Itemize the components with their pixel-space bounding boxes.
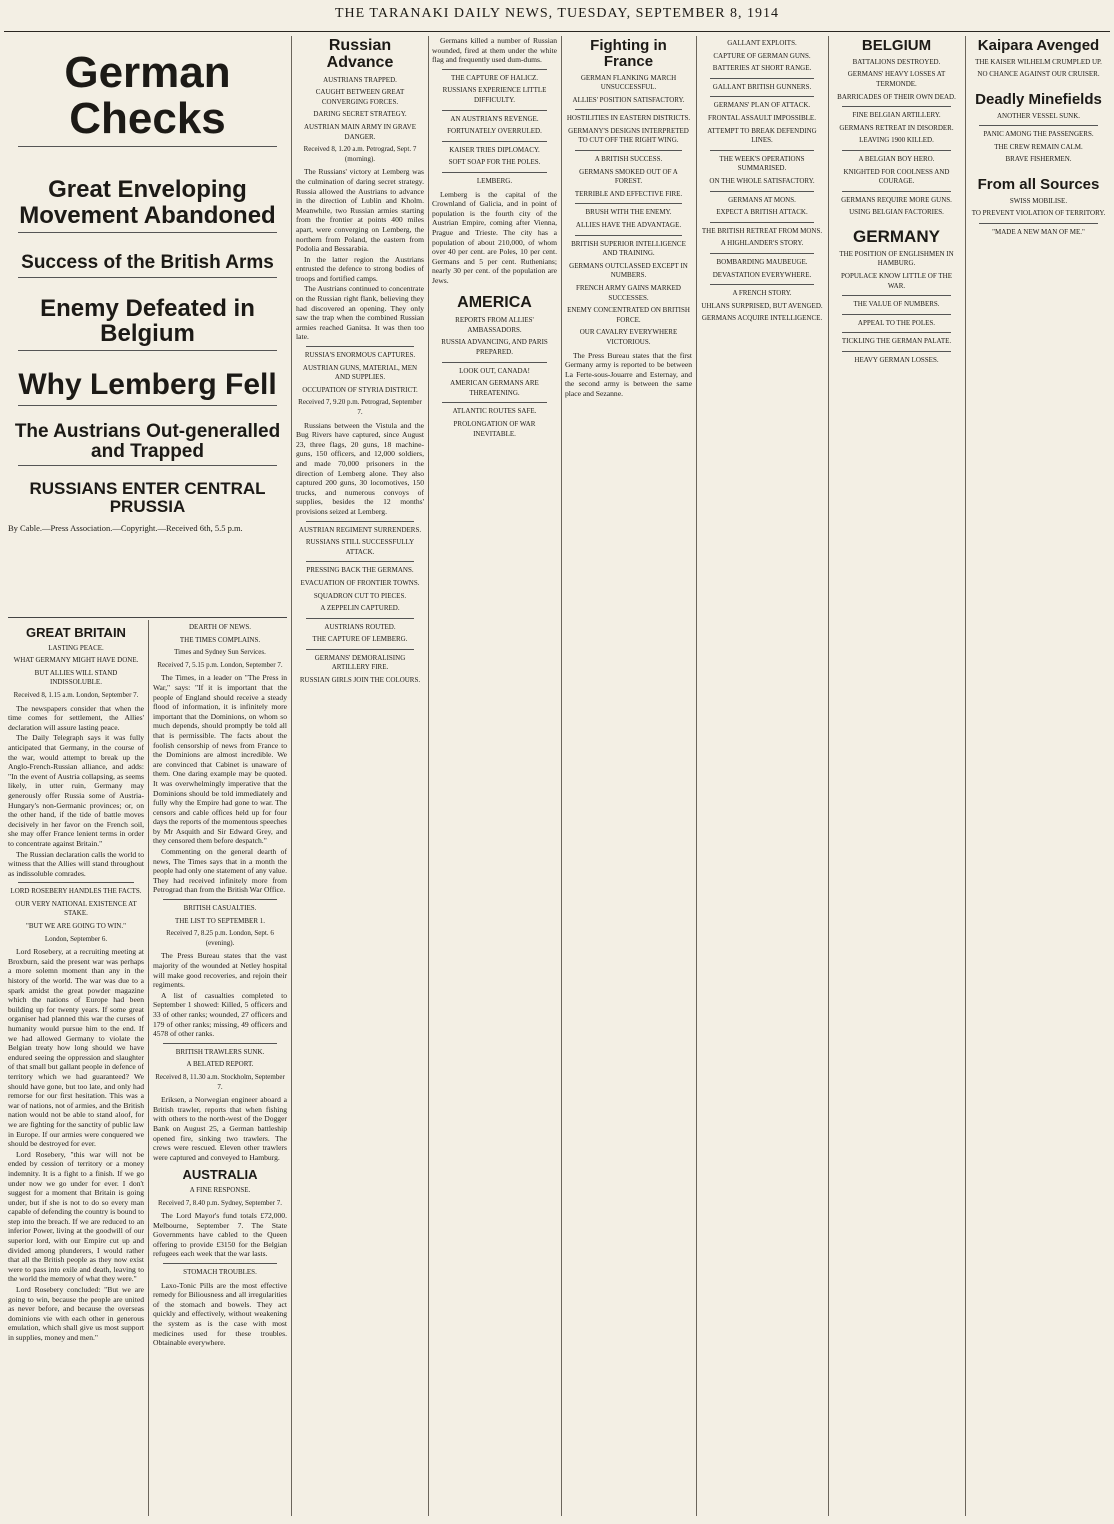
subhead: THE VALUE OF NUMBERS. xyxy=(853,300,940,309)
subhead: FRENCH ARMY GAINS MARKED SUCCESSES. xyxy=(576,284,681,302)
column-rule xyxy=(291,36,292,1516)
column-rule xyxy=(561,36,562,1516)
subhead: TERRIBLE AND EFFECTIVE FIRE. xyxy=(574,189,683,198)
subhead: OCCUPATION OF STYRIA DISTRICT. xyxy=(302,385,418,394)
subhead: EVACUATION OF FRONTIER TOWNS. xyxy=(300,578,420,587)
subhead: "BUT WE ARE GOING TO WIN." xyxy=(26,922,126,931)
subhead: BRITISH CASUALTIES. xyxy=(183,904,257,913)
section-from-all-sources: From all Sources xyxy=(977,176,1100,194)
subhead: STOMACH TROUBLES. xyxy=(183,1268,257,1277)
subhead: LEMBERG. xyxy=(476,176,513,185)
subhead: TO PREVENT VIOLATION OF TERRITORY. xyxy=(971,209,1106,218)
subhead: ATTEMPT TO BREAK DEFENDING LINES. xyxy=(707,126,817,145)
subhead: PRESSING BACK THE GERMANS. xyxy=(306,566,414,575)
subhead: SWISS MOBILISE. xyxy=(1009,196,1068,205)
subhead: THE CAPTURE OF LEMBERG. xyxy=(312,635,408,644)
subhead: THE CREW REMAIN CALM. xyxy=(994,142,1083,151)
column-dearth-of-news xyxy=(153,620,287,1516)
subhead: FRONTAL ASSAULT IMPOSSIBLE. xyxy=(708,113,816,122)
subhead: POPULACE KNOW LITTLE OF THE WAR. xyxy=(841,271,952,290)
column-russian-advance xyxy=(296,36,424,1516)
subhead: APPEAL TO THE POLES. xyxy=(857,318,936,327)
subhead: ALLIES' POSITION SATISFACTORY. xyxy=(572,95,685,104)
subhead: BRUSH WITH THE ENEMY. xyxy=(585,208,672,217)
paragraph: Lord Rosebery concluded: "But we are going to win, because the people are united as never before, and because the overseas dominions vie with each other in generous emulation, which shall give us most support in supplies, money and men." xyxy=(8,1285,144,1343)
subhead: BUT ALLIES WILL STAND INDISSOLUBLE. xyxy=(34,668,118,687)
subhead: ON THE WHOLE SATISFACTORY. xyxy=(709,176,815,185)
column-rule xyxy=(828,36,829,1516)
subhead: "MADE A NEW MAN OF ME." xyxy=(992,228,1085,236)
dateline: Received 7, 8.25 p.m. London, Sept. 6 (evening). xyxy=(166,929,274,947)
subhead: GERMANS' DEMORALISING ARTILLERY FIRE. xyxy=(314,653,406,672)
paragraph: A list of casualties completed to September 1 showed: Killed, 5 officers and 33 of other ranks; wounded, 27 officers and 179 of other ranks; missing, 49 officers and 4578 of other ranks. xyxy=(153,990,287,1039)
subhead: ALLIES HAVE THE ADVANTAGE. xyxy=(575,221,682,230)
subhead: GERMANS RETREAT IN DISORDER. xyxy=(839,123,954,132)
subhead: WHAT GERMANY MIGHT HAVE DONE. xyxy=(13,656,139,665)
subhead: AN AUSTRIAN'S REVENGE. xyxy=(450,114,539,123)
subhead: GALLANT BRITISH GUNNERS. xyxy=(712,82,812,91)
subhead: BRITISH TRAWLERS SUNK. xyxy=(175,1047,265,1056)
subhead: KNIGHTED FOR COOLNESS AND COURAGE. xyxy=(843,167,950,186)
subhead: GERMANS' HEAVY LOSSES AT TERMONDE. xyxy=(847,70,946,88)
subhead: SQUADRON CUT TO PIECES. xyxy=(313,591,407,600)
dateline: Received 7, 5.15 p.m. London, September 7. xyxy=(157,660,283,669)
subhead: SOFT SOAP FOR THE POLES. xyxy=(448,158,541,167)
subhead: DEARTH OF NEWS. xyxy=(189,623,251,631)
subhead: AUSTRIANS ROUTED. xyxy=(324,622,396,631)
paragraph: The newspapers consider that when the time comes for settlement, the Allies' declaration will assure lasting peace. xyxy=(8,703,144,732)
subhead: AUSTRIAN MAIN ARMY IN GRAVE DANGER. xyxy=(303,122,416,141)
subhead: DARING SECRET STRATEGY. xyxy=(313,110,407,119)
subhead: GERMANS OUTCLASSED EXCEPT IN NUMBERS. xyxy=(569,261,688,280)
lead-deck-1: Great Enveloping Movement Abandoned xyxy=(19,176,276,229)
subhead: USING BELGIAN FACTORIES. xyxy=(849,208,944,217)
paragraph: Lemberg is the capital of the Crownland of Galicia, and in point of population is the fourth city of the Austrian Empire, coming after Vienna, Prague and Trieste. The city has a population of about 210,000, of whom over 40 per cent. are Poles, 10 per cent. Germans and 5 per cent. Ruthenians; nearly 30 per cent. of the population are Jews. xyxy=(432,189,557,285)
subhead: GERMANS REQUIRE MORE GUNS. xyxy=(841,195,952,204)
dateline: Received 8, 11.30 a.m. Stockholm, September 7. xyxy=(155,1072,285,1091)
section-belgium: BELGIUM xyxy=(861,37,932,54)
lead-byline: By Cable.—Press Association.—Copyright.—Received 6th, 5.5 p.m. xyxy=(8,523,243,534)
subhead: REPORTS FROM ALLIES' AMBASSADORS. xyxy=(455,316,534,334)
subhead: A FRENCH STORY. xyxy=(732,289,792,298)
subhead: ATLANTIC ROUTES SAFE. xyxy=(452,407,537,416)
paragraph: The Austrians continued to concentrate on the Russian right flank, believing they had discovered an opening. They only saw the trap when the combined Russian armies reached Ganitsa. It was then too late. xyxy=(296,284,424,342)
subhead: A ZEPPELIN CAPTURED. xyxy=(320,604,400,613)
subhead: RUSSIA ADVANCING, AND PARIS PREPARED. xyxy=(441,338,548,357)
column-rule xyxy=(428,36,429,1516)
subhead: CAUGHT BETWEEN GREAT CONVERGING FORCES. xyxy=(315,88,405,106)
subhead: LOOK OUT, CANADA! xyxy=(459,366,530,375)
lead-block xyxy=(8,36,287,676)
column-rule xyxy=(965,36,966,1516)
paragraph: The Daily Telegraph says it was fully anticipated that Germany, in the course of the war, would attempt to break up the Anglo-French-Russian alliance, and adds: "In the event of Austria collapsing, as seems likely, in utter ruin, Germany may generously offer Russia some of Austria-Hungary's non-Germanic provinces; or, on the other hand, if the tide of battle moves decisively in her favor on the French soil, she may offer France lenient terms in order to concentrate against Britain." xyxy=(8,733,144,848)
subhead: PANIC AMONG THE PASSENGERS. xyxy=(983,130,1094,139)
subhead: BOMBARDING MAUBEUGE. xyxy=(716,257,808,266)
section-america: AMERICA xyxy=(457,294,532,312)
lead-deck-2: Success of the British Arms xyxy=(21,251,274,273)
subhead: RUSSIANS EXPERIENCE LITTLE DIFFICULTY. xyxy=(442,86,547,104)
subhead: AUSTRIANS TRAPPED. xyxy=(323,75,397,84)
subhead: BATTALIONS DESTROYED. xyxy=(852,57,941,66)
paragraph: Commenting on the general dearth of news, The Times says that in a month the people had only one statement of any value. They had received infinitely more from Petrograd than from the British War Office. xyxy=(153,847,287,895)
section-russian-advance: Russian Advance xyxy=(326,37,394,71)
section-kaipara-avenged: Kaipara Avenged xyxy=(977,37,1100,54)
column-kaipara-avenged xyxy=(969,36,1108,1516)
subhead: A BELGIAN BOY HERO. xyxy=(858,154,935,163)
subhead: GERMANS' PLAN OF ATTACK. xyxy=(713,101,811,110)
lead-deck-3: Enemy Defeated in Belgium xyxy=(40,294,255,347)
paragraph: Lord Rosebery, at a recruiting meeting at Broxburn, said the present war was perhaps a more solemn moment than any in the history of the world. The war was due to a spark amidst the great powder magazine which the nations of Europe had been building up for twenty years. If some great organiser had planned this war the curses of humanity would pursue him to the end. If we had allowed Germany to violate the Belgian treaty how long should we have endured seeing the oppression and slaughter of that small but gallant people in defence of territory which we had guaranteed? We should have gone, but too late, and only had remorse for our first hesitation. This was a war of nations, not of armies, and the British nation would not be able to stand aloof, for we are fighting for the sanctity of public law in Europe. If our armies were conquered we should be destroyed for ever. xyxy=(8,947,144,1149)
paragraph: In the latter region the Austrians entrusted the defence to strong bodies of troops and fortified camps. xyxy=(296,254,424,283)
subhead: A FINE RESPONSE. xyxy=(189,1185,251,1194)
subhead: LASTING PEACE. xyxy=(48,643,104,652)
column-rule xyxy=(148,620,149,1516)
subhead: EXPECT A BRITISH ATTACK. xyxy=(716,208,808,217)
subhead: UHLANS SURPRISED, BUT AVENGED. xyxy=(701,301,823,310)
subhead: OUR VERY NATIONAL EXISTENCE AT STAKE. xyxy=(15,899,137,918)
subhead: THE KAISER WILHELM CRUMPLED UP. xyxy=(975,57,1102,66)
paragraph: The Russian declaration calls the world to witness that the Allies will stand throughout as indissoluble comrades. xyxy=(8,849,144,878)
lead-headline: German Checks xyxy=(64,48,231,144)
subhead: HEAVY GERMAN LOSSES. xyxy=(854,355,939,364)
subhead: FINE BELGIAN ARTILLERY. xyxy=(852,111,941,120)
subhead: ANOTHER VESSEL SUNK. xyxy=(996,111,1081,120)
dateline: London, September 6. xyxy=(44,934,108,943)
subhead: GERMANY'S DESIGNS INTERPRETED TO CUT OFF THE RIGHT WING. xyxy=(568,126,689,145)
dateline: Received 8, 1.15 a.m. London, September 7. xyxy=(13,691,139,700)
paragraph: The Press Bureau states that the vast majority of the wounded at Netley hospital will make good recoveries, and rejoin their regiments. xyxy=(153,951,287,990)
section-deadly-minefields: Deadly Minefields xyxy=(975,90,1102,108)
subhead: GERMANS AT MONS. xyxy=(728,195,796,204)
lead-deck-4: Why Lemberg Fell xyxy=(18,368,277,402)
subhead: BRAVE FISHERMEN. xyxy=(1005,155,1072,164)
paragraph: The Lord Mayor's fund totals £72,000. Melbourne, September 7. The State Governments have cabled to the Queen offering to provide £3150 for the Belgian refugees each week that the war lasts. xyxy=(153,1211,287,1259)
column-fighting-in-france xyxy=(565,36,692,1516)
dateline: Received 7, 8.40 p.m. Sydney, September 7. xyxy=(158,1198,282,1207)
paragraph: Eriksen, a Norwegian engineer aboard a British trawler, reports that when fishing with others to the north-west of the Dogger Bank on August 25, a German battleship opened fire, sinking two trawlers. The crews were rescued. Eleven other trawlers were captured and conveyed to Hamburg. xyxy=(153,1095,287,1162)
paragraph: Laxo-Tonic Pills are the most effective remedy for Biliousness and all irregularities of the stomach and bowels. They act quickly and effectively, without weakening the system as is the case with most medicines used for these troubles. Obtainable everywhere. xyxy=(153,1280,287,1348)
subhead: BRITISH SUPERIOR INTELLIGENCE AND TRAINING. xyxy=(571,239,686,258)
source-line: Times and Sydney Sun Services. xyxy=(174,648,266,657)
column-great-britain xyxy=(8,620,144,1516)
lead-deck-5: The Austrians Out-generalled and Trapped xyxy=(14,420,281,462)
section-australia: AUSTRALIA xyxy=(182,1167,258,1183)
lead-rule xyxy=(8,617,287,618)
subhead: LEAVING 1900 KILLED. xyxy=(859,136,934,145)
paragraph: The Times, in a leader on "The Press in War," says: "If it is important that the people of England should receive a steady flood of information, it is infinitely more important that the Dominions, on whom so much depends, should promptly be told all that is permissible. The facts about the foolish censorship of news from France to the Dominions are almost incredible. We are convinced that Cabinet is unaware of them. One daring example may be quoted. It was overwhelmingly imperative that the Dominions should be told immediately and fully why the Empire had gone to war. The censors and cable offices held up for four days the reports of the momentous speeches by Mr Asquith and Sir Edward Grey, and they censored them before despatch." xyxy=(153,673,287,846)
subhead: GERMAN FLANKING MARCH UNSUCCESSFUL. xyxy=(580,73,677,92)
dateline: Received 8, 1.20 a.m. Petrograd, Sept. 7 (morning). xyxy=(303,145,417,163)
column-gallant-exploits xyxy=(700,36,824,1516)
subhead: AUSTRIAN GUNS, MATERIAL, MEN AND SUPPLIES. xyxy=(302,363,418,382)
column-halicz-america xyxy=(432,36,557,1516)
subhead: THE POSITION OF ENGLISHMEN IN HAMBURG. xyxy=(839,249,954,268)
subhead: OUR CAVALRY EVERYWHERE VICTORIOUS. xyxy=(579,328,678,346)
subhead: AUSTRIAN REGIMENT SURRENDERS. xyxy=(298,525,422,534)
masthead: THE TARANAKI DAILY NEWS, TUESDAY, SEPTEMBER 8, 1914 xyxy=(334,6,780,21)
subhead: DEVASTATION EVERYWHERE. xyxy=(712,270,812,279)
masthead-rule xyxy=(4,31,1110,32)
subhead: THE CAPTURE OF HALICZ. xyxy=(450,73,539,82)
subhead: TICKLING THE GERMAN PALATE. xyxy=(841,337,952,346)
subhead: A BRITISH SUCCESS. xyxy=(594,155,663,164)
lead-deck-6: RUSSIANS ENTER CENTRAL PRUSSIA xyxy=(29,479,266,517)
subhead: RUSSIANS STILL SUCCESSFULLY ATTACK. xyxy=(305,538,415,556)
subhead: PROLONGATION OF WAR INEVITABLE. xyxy=(453,420,536,438)
subhead: A HIGHLANDER'S STORY. xyxy=(720,239,804,248)
subhead: HOSTILITIES IN EASTERN DISTRICTS. xyxy=(566,114,691,123)
subhead: BARRICADES OF THEIR OWN DEAD. xyxy=(837,92,956,101)
paragraph: The Russians' victory at Lemberg was the culmination of daring secret strategy. Russia allowed the Austrians to advance in the direction of Lublin and Kholm. Meanwhile, two Russian armies starting from the frontier at points 400 miles apart, were converging on Lemberg, the northern from Poland, the eastern from Podolia and Bessarabia. xyxy=(296,167,424,254)
subhead: THE LIST TO SEPTEMBER 1. xyxy=(174,916,266,925)
subhead: CAPTURE OF GERMAN GUNS. xyxy=(713,51,811,60)
paragraph: Russians between the Vistula and the Bug Rivers have captured, since August 23, three flags, 20 guns, 18 machine-guns, 150 officers, and 12,000 soldiers, and made 70,000 prisoners in the direction of Lemberg alone. They also captured 200 guns, 30 locomotives, 150 trucks, and numerous convoys of supplies, besides the 12 months' provisions seized at Lemberg. xyxy=(296,420,424,516)
column-rule xyxy=(696,36,697,1516)
section-fighting-in-france: Fighting in France xyxy=(590,37,667,70)
subhead: KAISER TRIES DIPLOMACY. xyxy=(449,145,540,154)
subhead: GERMANS SMOKED OUT OF A FOREST. xyxy=(579,167,678,186)
subhead: A BELATED REPORT. xyxy=(186,1060,254,1069)
subhead: BATTERIES AT SHORT RANGE. xyxy=(712,64,812,73)
section-great-britain: GREAT BRITAIN xyxy=(26,625,126,640)
paragraph: Lord Rosebery, "this war will not be ended by cession of territory or a money indemnity. It is a fight to a finish. If we go under now we go under for ever. I don't suggest for a moment that Britain is going under, but if she is not to do so every man capable of defending the country is bound to step into the breach. If we are reduced to an inferior Power, living at the goodwill of our superior lord, with our Empire cut up and divided among plunderers, I would rather that all the British people as they now exist were to pass into exile and death, leaving to the world the memory of what they were." xyxy=(8,1149,144,1284)
subhead: GERMANS ACQUIRE INTELLIGENCE. xyxy=(701,314,823,323)
subhead: THE BRITISH RETREAT FROM MONS. xyxy=(701,226,823,235)
column-belgium-germany xyxy=(832,36,961,1516)
subhead: FORTUNATELY OVERRULED. xyxy=(447,127,542,136)
section-germany: GERMANY xyxy=(853,226,940,246)
subhead: GALLANT EXPLOITS. xyxy=(727,39,797,47)
subhead: LORD ROSEBERY HANDLES THE FACTS. xyxy=(10,887,142,896)
paragraph: Germans killed a number of Russian wounded, fired at them under the white flag and frequently used dum-dums. xyxy=(432,36,557,65)
subhead: RUSSIA'S ENORMOUS CAPTURES. xyxy=(304,351,416,360)
subhead: ENEMY CONCENTRATED ON BRITISH FORCE. xyxy=(567,306,690,324)
subhead: THE WEEK'S OPERATIONS SUMMARISED. xyxy=(719,154,805,173)
subhead: AMERICAN GERMANS ARE THREATENING. xyxy=(450,379,539,397)
subhead: RUSSIAN GIRLS JOIN THE COLOURS. xyxy=(299,676,421,685)
paragraph: The Press Bureau states that the first Germany army is reported to be between La Ferte-sous-Jouarre and Esternay, and the second army is between the same place and Sezanne. xyxy=(565,350,692,398)
dateline: Received 7, 9.20 p.m. Petrograd, September 7. xyxy=(298,398,422,416)
subhead: NO CHANCE AGAINST OUR CRUISER. xyxy=(977,70,1100,79)
subhead: THE TIMES COMPLAINS. xyxy=(179,635,261,644)
